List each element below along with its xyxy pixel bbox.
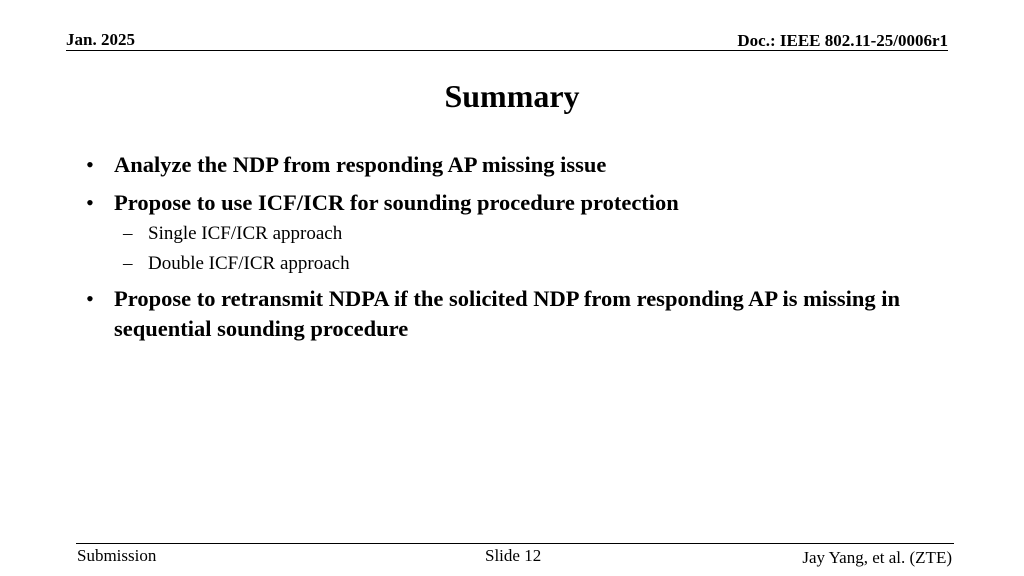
- header-date: Jan. 2025: [66, 30, 135, 49]
- bullet-icon: •: [86, 286, 94, 311]
- bullet-text: Analyze the NDP from responding AP missing issue: [114, 152, 607, 177]
- bullet-list: [86, 150, 946, 352]
- footer-authors: Jay Yang, et al. (ZTE): [802, 548, 952, 567]
- header-divider: [66, 50, 948, 51]
- bullet-item: [86, 150, 946, 180]
- header-doc-id: Doc.: IEEE 802.11-25/0006r1: [737, 31, 948, 50]
- slide-title: Summary: [444, 78, 580, 114]
- sub-bullet-text: Single ICF/ICR approach: [148, 223, 343, 244]
- bullet-icon: •: [86, 190, 94, 215]
- sub-bullet-item: [86, 222, 946, 246]
- bullet-icon: •: [86, 152, 94, 177]
- footer-divider: [76, 543, 954, 544]
- footer-submission: Submission: [77, 546, 157, 565]
- bullet-text: Propose to retransmit NDPA if the solicited NDP from responding AP is missing in sequential sounding procedure: [114, 286, 901, 341]
- bullet-item: [86, 284, 946, 344]
- bullet-item: [86, 188, 946, 218]
- sub-bullet-item: [86, 252, 946, 276]
- sub-bullet-text: Double ICF/ICR approach: [148, 253, 350, 274]
- dash-icon: –: [123, 223, 133, 244]
- footer-slide-number: Slide 12: [485, 546, 542, 565]
- bullet-text: Propose to use ICF/ICR for sounding procedure protection: [114, 190, 679, 215]
- dash-icon: –: [123, 253, 133, 274]
